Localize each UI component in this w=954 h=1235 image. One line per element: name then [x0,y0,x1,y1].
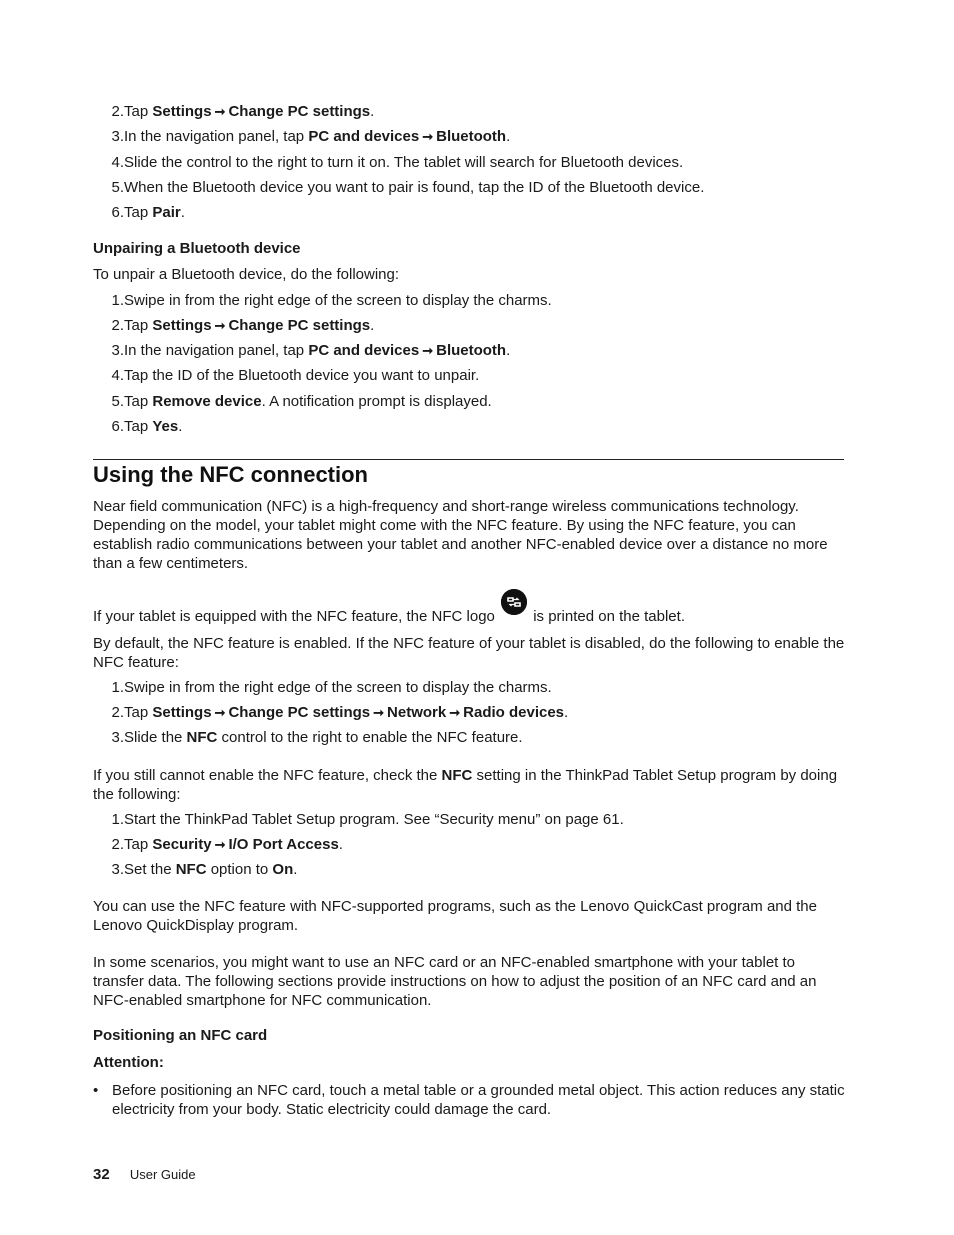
pairing-step [93,153,853,172]
unpair-step [93,392,853,411]
ui-term: On [272,861,294,878]
step-text: Tap Settings ➞ Change PC settings ➞ Network ➞ Radio devices. [124,704,569,721]
step-number: 1. [111,292,124,309]
step-number: 6. [111,204,124,221]
step-number: 1. [111,811,124,828]
ui-term: NFC [186,729,218,746]
arrow-icon: ➞ [214,318,226,333]
unpair-step [93,417,853,436]
nfc-logo-icon [501,589,527,615]
ui-term: Bluetooth [436,342,507,359]
unpair-intro: To unpair a Bluetooth device, do the following: [93,266,400,283]
unpair-step [93,291,853,310]
nfc-logo-text-before: If your tablet is equipped with the NFC feature, the NFC logo [93,608,495,625]
step-text: Swipe in from the right edge of the screen to display the charms. [124,679,552,696]
ui-term: Change PC settings [228,317,371,334]
step-number: 2. [111,836,124,853]
pairing-step [93,127,853,146]
step-number: 1. [111,679,124,696]
arrow-icon: ➞ [214,837,226,852]
step-number: 5. [111,393,124,410]
arrow-icon: ➞ [373,705,385,720]
step-number: 3. [111,342,124,359]
step-text: Tap Remove device. A notification prompt is displayed. [124,393,492,410]
ui-term: NFC [441,767,473,784]
step-text: Slide the control to the right to turn it on. The tablet will search for Bluetooth devices. [124,154,684,171]
nfc-setup-step [93,835,853,854]
step-number: 3. [111,861,124,878]
step-text: Tap Settings ➞ Change PC settings. [124,317,375,334]
ui-term: Change PC settings [228,704,371,721]
unpair-step [93,366,853,385]
step-text: In the navigation panel, tap PC and devices ➞ Bluetooth. [124,128,511,145]
nfc-intro-paragraph: Near field communication (NFC) is a high-frequency and short-range wireless communications technology. Depending on the model, your tablet might come with the NFC feature. By using the NFC feature, you can establish radio communications between your tablet and another NFC-enabled device over a distance no more than a few centimeters. [93,498,828,572]
ui-term: Remove device [152,393,262,410]
arrow-icon: ➞ [214,104,226,119]
ui-term: Network [387,704,447,721]
step-text: Tap Pair. [124,204,185,221]
step-number: 6. [111,418,124,435]
bullet-dot-icon: • [93,1082,99,1099]
arrow-icon: ➞ [449,705,461,720]
arrow-icon: ➞ [214,705,226,720]
footer-label: User Guide [129,1167,196,1182]
step-text: When the Bluetooth device you want to pair is found, tap the ID of the Bluetooth device. [124,179,705,196]
nfc-setup-step [93,810,853,829]
nfc-scenarios-paragraph: In some scenarios, you might want to use an NFC card or an NFC-enabled smartphone with your tablet to transfer data. The following sections provide instructions on how to adjust the position of an NFC card and an NFC-enabled smartphone for NFC communication. [93,954,817,1009]
pairing-step [93,203,853,222]
ui-term: Yes [152,418,179,435]
step-number: 2. [111,704,124,721]
section-divider [93,459,844,460]
nfc-logo-paragraph [93,597,845,626]
ui-term: Radio devices [463,704,565,721]
nfc-enable-step [93,678,853,697]
ui-term: I/O Port Access [228,836,339,853]
ui-term: Bluetooth [436,128,507,145]
nfc-setup-paragraph: If you still cannot enable the NFC feature, check the NFC setting in the ThinkPad Tablet Setup program by doing the following: [93,767,838,803]
ui-term: PC and devices [308,342,420,359]
step-number: 3. [111,729,124,746]
attention-label: Attention: [93,1054,164,1071]
step-number: 5. [111,179,124,196]
ui-term: Settings [152,704,212,721]
step-text: Swipe in from the right edge of the screen to display the charms. [124,292,552,309]
nfc-default-paragraph: By default, the NFC feature is enabled. If the NFC feature of your tablet is disabled, do the following to enable the NFC feature: [93,635,845,671]
arrow-icon: ➞ [422,343,434,358]
step-text: In the navigation panel, tap PC and devices ➞ Bluetooth. [124,342,511,359]
unpair-step [93,316,853,335]
ui-term: Pair [152,204,181,221]
unpair-step [93,341,853,360]
step-number: 2. [111,103,124,120]
ui-term: Change PC settings [228,103,371,120]
step-number: 4. [111,367,124,384]
step-text: Tap Yes. [124,418,183,435]
step-text: Tap the ID of the Bluetooth device you want to unpair. [124,367,480,384]
page-number: 32 [93,1166,110,1183]
ui-term: Security [152,836,212,853]
section-title: Using the NFC connection [93,462,368,487]
nfc-logo-text-after: is printed on the tablet. [533,608,685,625]
page-footer [93,1165,196,1184]
step-number: 4. [111,154,124,171]
step-text: Start the ThinkPad Tablet Setup program. See “Security menu” on page 61. [124,811,624,828]
step-number: 2. [111,317,124,334]
pairing-step [93,178,853,197]
nfc-enable-step [93,728,853,747]
nfc-enable-step [93,703,853,722]
nfc-programs-paragraph: You can use the NFC feature with NFC-supported programs, such as the Lenovo QuickCast program and the Lenovo QuickDisplay program. [93,898,817,934]
nfc-setup-step [93,860,853,879]
step-text: Slide the NFC control to the right to enable the NFC feature. [124,729,523,746]
step-number: 3. [111,128,124,145]
unpair-heading: Unpairing a Bluetooth device [93,240,301,257]
step-text: Tap Security ➞ I/O Port Access. [124,836,343,853]
nfc-card-heading: Positioning an NFC card [93,1027,268,1044]
step-text: Tap Settings ➞ Change PC settings. [124,103,375,120]
arrow-icon: ➞ [422,129,434,144]
step-text: Set the NFC option to On. [124,861,298,878]
ui-term: Settings [152,317,212,334]
ui-term: PC and devices [308,128,420,145]
ui-term: Settings [152,103,212,120]
pairing-step [93,102,853,121]
attention-bullet-text: Before positioning an NFC card, touch a metal table or a grounded metal object. This action reduces any static electricity from your body. Static electricity could damage the card. [112,1082,845,1118]
ui-term: NFC [175,861,207,878]
